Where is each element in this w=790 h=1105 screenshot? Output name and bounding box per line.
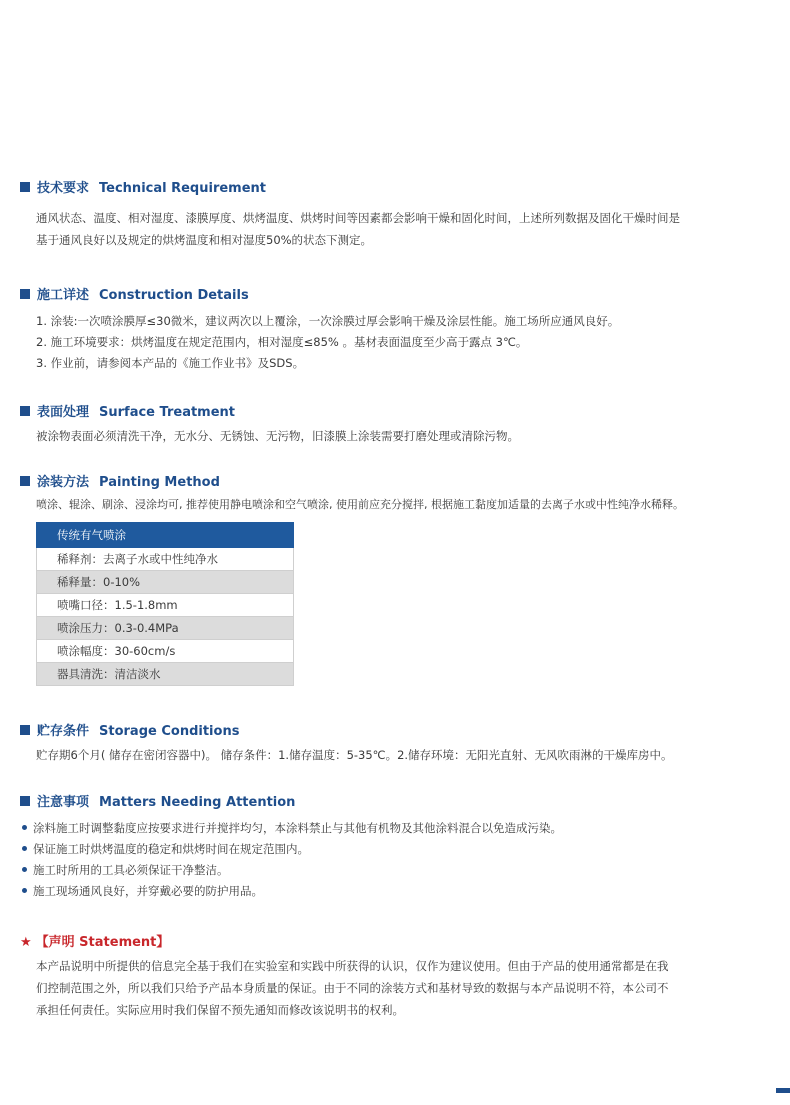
table-row — [37, 548, 294, 571]
list-item — [22, 818, 562, 839]
text-line: 通风状态、温度、相对湿度、漆膜厚度、烘烤温度、烘烤时间等因素都会影响干燥和固化时间，上述所列数据及固化干燥时间是 — [36, 211, 680, 225]
list-item-text: 保证施工时烘烤温度的稳定和烘烤时间在规定范围内。 — [33, 842, 309, 856]
list-item — [22, 881, 562, 902]
list-item — [22, 860, 562, 881]
square-bullet-icon — [20, 476, 30, 486]
storage-conditions-text — [36, 744, 766, 766]
dot-bullet-icon — [22, 888, 27, 893]
table-cell: 器具清洗：清洁淡水 — [37, 663, 294, 686]
section-title-construction-details — [20, 288, 249, 304]
section-title-painting-method — [20, 475, 220, 491]
section-title-storage-conditions — [20, 724, 239, 740]
title-zh: 贮存条件 — [37, 724, 90, 739]
table-row — [37, 617, 294, 640]
text-line: 承担任何责任。实际应用时我们保留不预先通知而修改该说明书的权利。 — [36, 1003, 404, 1017]
table-cell: 喷涂压力：0.3-0.4MPa — [37, 617, 294, 640]
title-en: Painting Method — [99, 475, 220, 490]
table-cell: 喷涂幅度：30-60cm/s — [37, 640, 294, 663]
attention-list — [22, 818, 562, 902]
statement-title-text: 【声明 Statement】 — [35, 935, 170, 950]
text-line: 3. 作业前，请参阅本产品的《施工作业书》及SDS。 — [36, 356, 305, 370]
text-line: 2. 施工环境要求：烘烤温度在规定范围内，相对湿度≤85% 。基材表面温度至少高于露点 3℃。 — [36, 335, 528, 349]
list-item-text: 施工现场通风良好，并穿戴必要的防护用品。 — [33, 884, 263, 898]
text-line: 基于通风良好以及规定的烘烤温度和相对湿度50%的状态下测定。 — [36, 233, 373, 247]
dot-bullet-icon — [22, 825, 27, 830]
title-en: Technical Requirement — [99, 181, 267, 196]
text-line: 们控制范围之外，所以我们只给予产品本身质量的保证。由于不同的涂装方式和基材导致的数据与本产品说明不符，本公司不 — [36, 981, 669, 995]
title-zh: 注意事项 — [37, 795, 90, 810]
section-title-matters-needing-attention — [20, 795, 295, 811]
corner-decoration — [776, 1088, 790, 1093]
text-line: 1. 涂装:一次喷涂膜厚≤30微米，建议两次以上覆涂，一次涂膜过厚会影响干燥及涂层性能。施工场所应通风良好。 — [36, 314, 620, 328]
table-header: 传统有气喷涂 — [37, 523, 294, 548]
dot-bullet-icon — [22, 867, 27, 872]
list-item-text: 涂料施工时调整黏度应按要求进行并搅拌均匀，本涂料禁止与其他有机物及其他涂料混合以免造成污染。 — [33, 821, 562, 835]
surface-treatment-text — [36, 425, 766, 447]
section-title-technical-requirement — [20, 181, 266, 197]
table-cell: 稀释剂：去离子水或中性纯净水 — [37, 548, 294, 571]
section-title-surface-treatment — [20, 405, 235, 421]
table-cell: 稀释量：0-10% — [37, 571, 294, 594]
text-line: 贮存期6个月( 储存在密闭容器中)。 储存条件：1.储存温度：5-35℃。2.储存环境：无阳光直射、无风吹雨淋的干燥库房中。 — [36, 748, 673, 762]
table-cell: 喷嘴口径：1.5-1.8mm — [37, 594, 294, 617]
title-en: Matters Needing Attention — [99, 795, 296, 810]
square-bullet-icon — [20, 406, 30, 416]
dot-bullet-icon — [22, 846, 27, 851]
table-row — [37, 571, 294, 594]
title-en: Storage Conditions — [99, 724, 240, 739]
title-zh: 技术要求 — [37, 181, 90, 196]
title-zh: 表面处理 — [37, 405, 90, 420]
statement-title — [20, 931, 169, 950]
painting-method-text — [36, 494, 766, 516]
square-bullet-icon — [20, 796, 30, 806]
table-row — [37, 663, 294, 686]
table-row — [37, 640, 294, 663]
text-line: 被涂物表面必须清洗干净，无水分、无锈蚀、无污物，旧漆膜上涂装需要打磨处理或清除污物。 — [36, 429, 519, 443]
list-item — [22, 839, 562, 860]
title-zh: 涂装方法 — [37, 475, 90, 490]
list-item-text: 施工时所用的工具必须保证干净整洁。 — [33, 863, 229, 877]
technical-requirement-text — [36, 207, 766, 251]
title-zh: 施工详述 — [37, 288, 90, 303]
square-bullet-icon — [20, 182, 30, 192]
construction-details-text — [36, 311, 766, 374]
square-bullet-icon — [20, 289, 30, 299]
square-bullet-icon — [20, 725, 30, 735]
statement-text — [36, 955, 766, 1021]
spray-parameters-table — [36, 522, 294, 686]
title-en: Surface Treatment — [99, 405, 236, 420]
title-en: Construction Details — [99, 288, 249, 303]
text-line: 喷涂、辊涂、刷涂、浸涂均可, 推荐使用静电喷涂和空气喷涂, 使用前应充分搅拌, 根据施工黏度加适量的去离子水或中性纯净水稀释。 — [36, 498, 684, 511]
table-row — [37, 594, 294, 617]
star-icon: ★ — [20, 935, 32, 950]
text-line: 本产品说明中所提供的信息完全基于我们在实验室和实践中所获得的认识，仅作为建议使用。但由于产品的使用通常都是在我 — [36, 959, 669, 973]
